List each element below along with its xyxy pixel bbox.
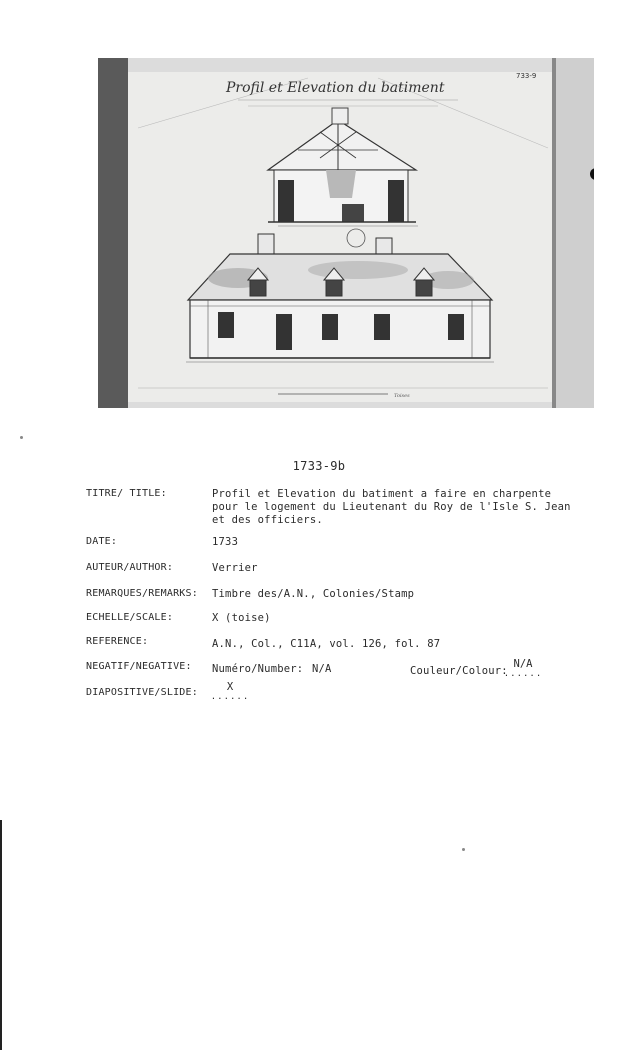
slide-field — [210, 682, 250, 702]
scale-caption-text: Toises — [394, 393, 410, 399]
slide-label: DIAPOSITIVE/SLIDE: — [86, 687, 198, 698]
reference-code: 1733-9b — [292, 459, 346, 473]
title-label: TITRE/ TITLE: — [86, 488, 167, 499]
negative-colour-value: N/A — [513, 658, 533, 670]
scale-label: ECHELLE/SCALE: — [86, 612, 174, 623]
negative-label: NEGATIF/NEGATIVE: — [86, 661, 192, 672]
scale-value: X (toise) — [212, 612, 271, 624]
reference-label: REFERENCE: — [86, 636, 149, 647]
negative-number-value: N/A — [312, 663, 332, 675]
negative-colour-label: Couleur/Colour: — [410, 665, 508, 677]
remarks-value: Timbre des/A.N., Colonies/Stamp — [212, 588, 415, 600]
author-label: AUTEUR/AUTHOR: — [86, 562, 174, 573]
reference-value: A.N., Col., C11A, vol. 126, fol. 87 — [212, 638, 441, 650]
author-value: Verrier — [212, 562, 258, 574]
slide-value: X — [226, 681, 234, 693]
negative-colour-field — [503, 659, 543, 679]
title-value — [212, 488, 571, 527]
title-line: pour le logement du Lieutenant du Roy de l'Isle S. Jean — [212, 501, 571, 513]
corner-number-text: 733-9 — [516, 72, 537, 80]
negative-colour-dots: ...... — [503, 669, 543, 679]
title-line: et des officiers. — [212, 514, 323, 526]
date-label: DATE: — [86, 536, 118, 547]
remarks-label: REMARQUES/REMARKS: — [86, 588, 198, 599]
title-line: Profil et Elevation du batiment a faire en charpente — [212, 488, 552, 500]
slide-dots: ...... — [210, 692, 250, 702]
negative-number-label: Numéro/Number: — [212, 663, 304, 675]
date-value: 1733 — [212, 536, 239, 548]
drawing-title-text: Profil et Elevation du batiment — [226, 80, 445, 96]
